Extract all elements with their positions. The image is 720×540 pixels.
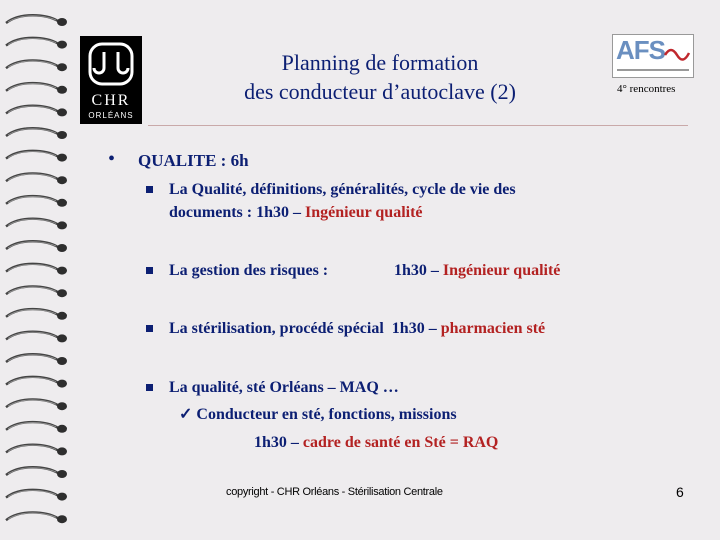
binding-ring [6, 399, 67, 410]
bullet-dot: • [108, 148, 116, 170]
slide-title [190, 48, 570, 106]
binding-ring [6, 128, 67, 139]
list-item-duration: 1h30 – [391, 320, 441, 337]
sub-list-item-text: Conducteur en sté, fonctions, missions [196, 406, 457, 423]
list-item-detail [394, 259, 560, 282]
list-item: La qualité, sté Orléans – MAQ … [169, 379, 399, 396]
title-line-1: Planning de formation [281, 50, 479, 75]
chr-logo-subtext: ORLÉANS [88, 111, 134, 120]
binding-ring [6, 38, 67, 49]
afs-logo-text: AFS [616, 35, 665, 65]
square-bullet-icon [146, 186, 153, 193]
binding-ring [6, 377, 67, 388]
binding-ring [6, 467, 67, 478]
binding-ring [6, 264, 67, 275]
list-item-line [169, 201, 516, 224]
list-item-text: La stérilisation, procédé spécial [169, 320, 384, 337]
meeting-label: 4° rencontres [617, 83, 676, 95]
binding-ring [6, 332, 67, 343]
list-item [169, 178, 516, 224]
square-bullet-icon [146, 325, 153, 332]
page-number: 6 [676, 484, 684, 500]
chr-logo-text: CHR [91, 92, 131, 109]
binding-ring [6, 15, 67, 26]
binding-ring [6, 60, 67, 71]
binding-ring [6, 106, 67, 117]
binding-ring [6, 83, 67, 94]
binding-ring [6, 445, 67, 456]
chr-orleans-logo [80, 36, 142, 124]
binding-ring [6, 422, 67, 433]
checkmark-icon: ✓ [179, 406, 193, 423]
square-bullet-icon [146, 384, 153, 391]
list-item-duration: 1h30 – [394, 262, 443, 279]
binding-ring [6, 173, 67, 184]
afs-swoosh-icon [663, 43, 691, 63]
binding-ring [6, 490, 67, 501]
afs-logo [612, 34, 694, 78]
list-item-trainer: Ingénieur qualité [442, 262, 561, 279]
binding-ring [6, 196, 67, 207]
binding-ring [6, 151, 67, 162]
list-item-detail [254, 431, 498, 454]
list-item: La gestion des risques : [169, 262, 329, 279]
footer-copyright: copyright - CHR Orléans - Stérilisation Centrale [226, 486, 443, 498]
binding-ring [6, 241, 67, 252]
list-item-line: La Qualité, définitions, généralités, cycle de vie des [169, 181, 516, 198]
binding-ring [6, 512, 67, 523]
list-item [169, 317, 545, 340]
list-item-duration: 1h30 – [254, 434, 303, 451]
chr-emblem-icon [86, 42, 136, 86]
square-bullet-icon [146, 267, 153, 274]
section-heading: QUALITE : 6h [138, 151, 249, 170]
binding-ring [6, 286, 67, 297]
list-item-duration: 1h30 – [256, 204, 306, 221]
title-divider [148, 125, 688, 126]
binding-ring [6, 354, 67, 365]
list-item-trainer: cadre de santé en Sté = RAQ [302, 434, 499, 451]
list-item-trainer: pharmacien sté [440, 320, 546, 337]
binding-ring [6, 309, 67, 320]
spiral-binding [0, 0, 80, 540]
list-item-trainer: Ingénieur qualité [305, 204, 423, 221]
sub-list-item [179, 403, 457, 426]
binding-ring [6, 219, 67, 230]
afs-logo-underline [617, 69, 689, 71]
list-item-text: documents : [169, 204, 257, 221]
title-line-2: des conducteur d’autoclave (2) [244, 79, 516, 104]
